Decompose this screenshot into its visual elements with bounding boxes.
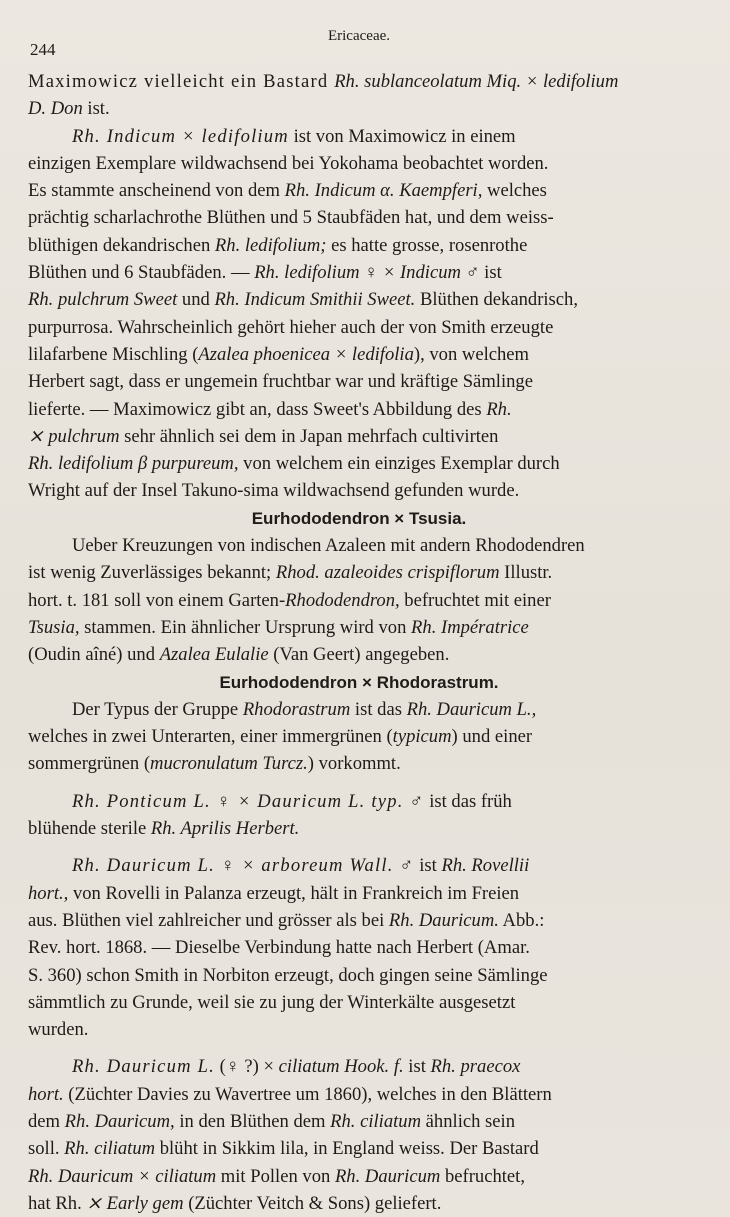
- paragraph-6: Rh. Dauricum L. ♀ × arboreum Wall. ♂ ist Rh. Rovellii hort., von Rovelli in Palanza erzeugt, hält in Frankreich im Freien aus. Blüthen viel zahlreicher und grösser als bei Rh. Dauricum. Abb.: Rev. hort. 1868. — Dieselbe Verbindung hatte nach Herbert (Amar. S. 360) schon Smith in Norbiton erzeugt, doch gingen seine Sämlinge sämmtlich zu Grunde, weil sie zu jung der Winterkälte ausgesetzt wurden.: [28, 855, 548, 1041]
- paragraph-3: Ueber Kreuzungen von indischen Azaleen mit andern Rhododendren ist wenig Zuverlässiges bekannt; Rhod. azaleoides crispiflorum Illustr. hort. t. 181 soll von einem Garten-Rhododendron, befruchtet mit einer Tsusia, stammen. Ein ähnlicher Ursprung wird von Rh. Impératrice (Oudin aîné) und Azalea Eulalie (Van Geert) angegeben.: [28, 535, 585, 666]
- paragraph-2: Rh. Indicum × ledifolium ist von Maximowicz in einem einzigen Exemplare wildwachsend bei Yokohama beobachtet worden. Es stammte anscheinend von dem Rh. Indicum α. Kaempferi, welches prächtig scharlachrothe Blüthen und 5 Staubfäden hat, und dem weiss- blüthigen dekandrischen Rh. ledifolium; es hatte grosse, rosenrothe Blüthen und 6 Staubfäden. — Rh. ledifolium ♀ × Indicum ♂ ist Rh. pulchrum Sweet und Rh. Indicum Smithii Sweet. Blüthen dekandrisch, purpurrosa. Wahrscheinlich gehört hieher auch der von Smith erzeugte lilafarbene Mischling (Azalea phoenicea × ledifolia), von welchem Herbert sagt, dass er ungemein fruchtbar war und kräftige Sämlinge lieferte. — Maximowicz gibt an, dass Sweet's Abbildung des Rh. ⨯ pulchrum sehr ähnlich sei dem in Japan mehrfach cultivirten Rh. ledifolium β purpureum, von welchem ein einziges Exemplar durch Wright auf der Insel Takuno-sima wildwachsend gefunden wurde.: [28, 125, 578, 502]
- paragraph-5: Rh. Ponticum L. ♀ × Dauricum L. typ. ♂ ist das früh blühende sterile Rh. Aprilis Herbert.: [28, 790, 512, 840]
- paragraph-7: Rh. Dauricum L. (♀ ?) × ciliatum Hook. f. ist Rh. praecox hort. (Züchter Davies zu Wavertree um 1860), welches in den Blättern dem Rh. Dauricum, in den Blüthen dem Rh. ciliatum ähnlich sein soll. Rh. ciliatum blüht in Sikkim lila, in England weiss. Der Bastard Rh. Dauricum × ciliatum mit Pollen von Rh. Dauricum befruchtet, hat Rh. ⨯ Early gem (Züchter Veitch & Sons) geliefert.: [28, 1056, 552, 1214]
- section-heading-rhodorastrum: Eurhododendron × Rhodorastrum.: [219, 672, 499, 692]
- paragraph-4: Der Typus der Gruppe Rhodorastrum ist das Rh. Dauricum L., welches in zwei Unterarten, einer immergrünen (typicum) und einer sommergrünen (mucronulatum Turcz.) vorkommt.: [28, 698, 537, 775]
- body-text: [28, 68, 690, 1217]
- page-number: 244: [30, 40, 56, 59]
- page-header: [28, 28, 690, 68]
- paragraph-1: Maximowicz vielleicht ein Bastard Rh. sublanceolatum Miq. × ledifolium D. Don ist.: [28, 71, 619, 120]
- section-heading-tsusia: Eurhododendron × Tsusia.: [251, 508, 467, 528]
- running-head: Ericaceae.: [327, 28, 391, 44]
